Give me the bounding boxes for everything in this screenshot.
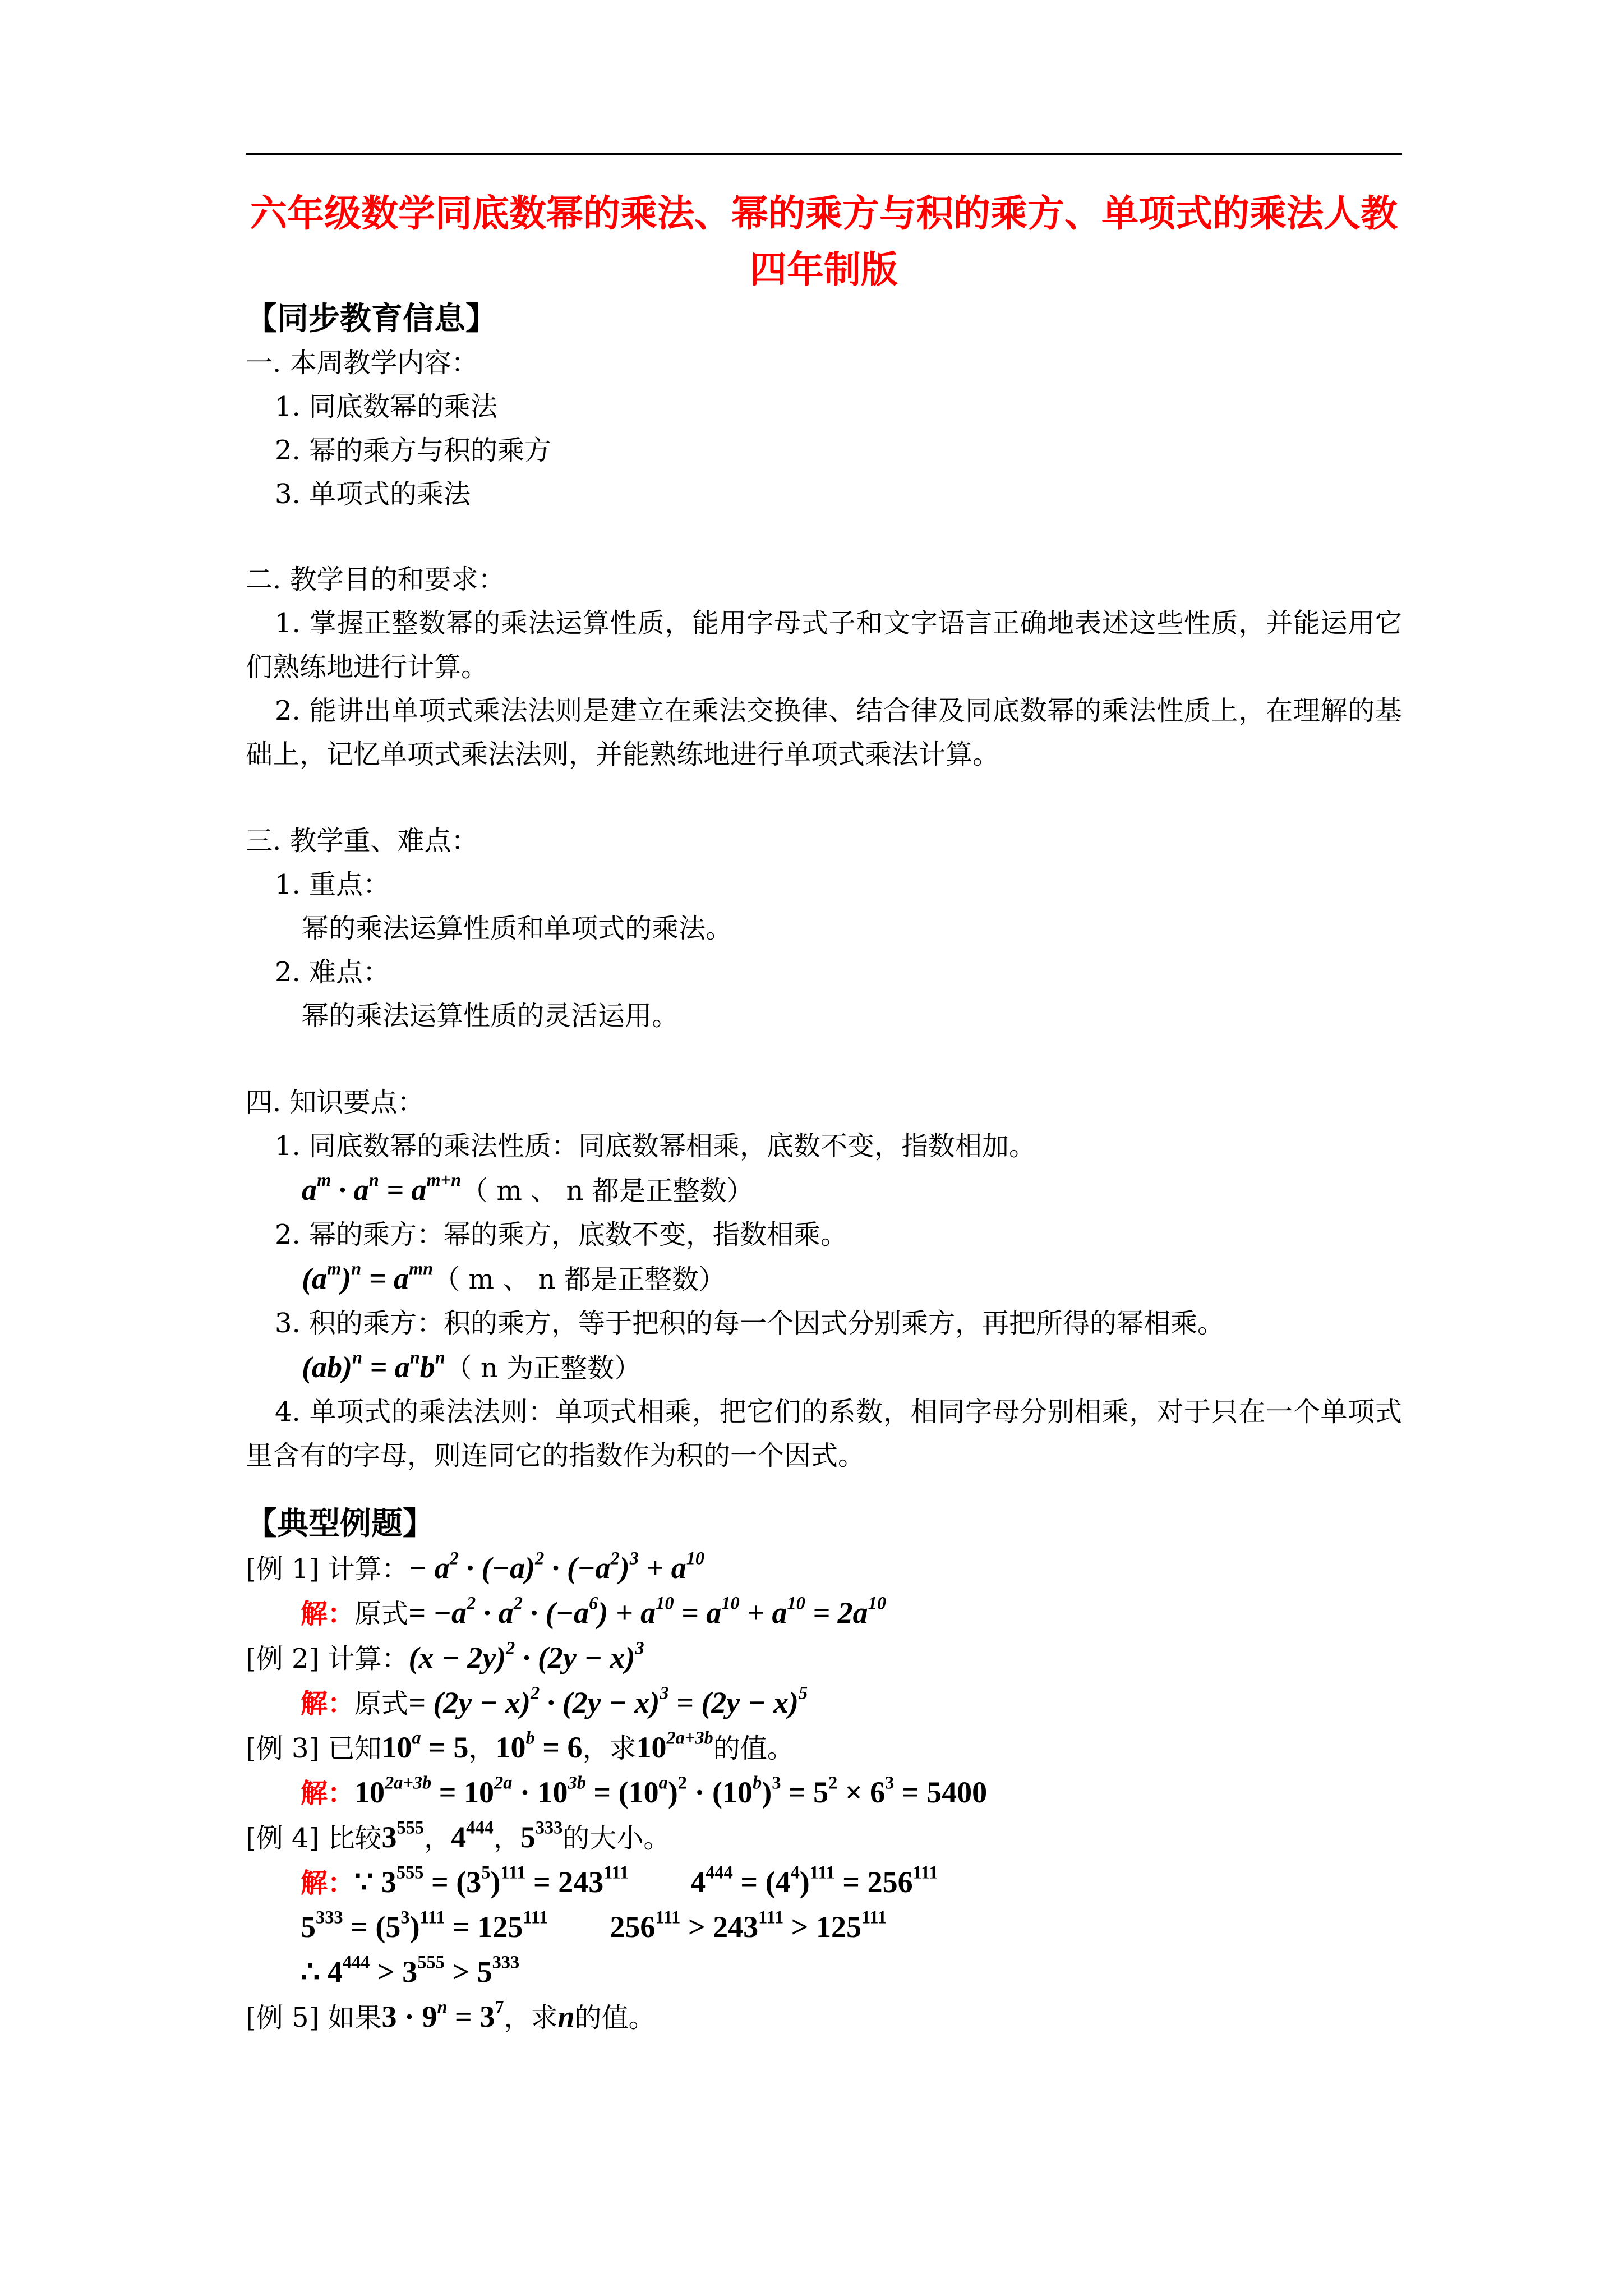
point-4: 4. 单项式的乘法法则：单项式相乘，把它们的系数，相同字母分别相乘，对于只在一个单项式里含有的字母，则连同它的指数作为积的一个因式。 — [246, 1396, 1402, 1471]
content-item-1: 1. 同底数幂的乘法 — [275, 391, 498, 422]
difficulty-text: 幂的乘法运算性质的灵活运用。 — [302, 1000, 679, 1032]
example-4-solution-line-2: $5^{333} = (5^3)^{111} = 125^{111}$ $256^{111} > 243^{111} > 125^{111}$ — [301, 1907, 887, 1944]
content-item-2: 2. 幂的乘方与积的乘方 — [275, 435, 552, 466]
example-3: [例 3] 已知$10^a = 5$，$10^b = 6$，求$10^{2a+3b}$的值。 — [246, 1728, 794, 1764]
document-title: 六年级数学同底数幂的乘法、幂的乘方与积的乘方、单项式的乘法人教四年制版 — [250, 191, 1398, 291]
formula-3: $(ab)^n = a^nb^n$（ n 为正整数） — [302, 1347, 642, 1384]
because-symbol: ∵ — [354, 1865, 374, 1899]
formula-2: $(a^m)^n = a^{mn}$（ m 、 n 都是正整数） — [302, 1259, 726, 1295]
difficulty-label: 2. 难点： — [275, 956, 390, 988]
content-item-3: 3. 单项式的乘法 — [275, 478, 471, 510]
example-4: [例 4] 比较$3^{555}$，$4^{444}$，$5^{333}$的大小。 — [246, 1818, 671, 1854]
section-points — [246, 1080, 1402, 1478]
example-2-solution: 解：原式= $(2y - x)^2 \cdot (2y - x)^3 = (2y - x)^5$ — [301, 1683, 808, 1719]
example-2: [例 2] 计算：$(x - 2y)^2 \cdot (2y - x)^3$ — [246, 1638, 644, 1674]
key-label: 1. 重点： — [275, 869, 390, 900]
example-4-solution-line-3: ∴ $4^{444} > 3^{555} > 5^{333}$ — [301, 1952, 520, 1989]
keys-heading: 三. 教学重、难点： — [246, 825, 478, 857]
section-examples — [246, 1501, 1402, 2040]
section-sync-info — [246, 296, 1402, 516]
aim-2: 2. 能讲出单项式乘法法则是建立在乘法交换律、结合律及同底数幂的乘法性质上，在理解的基础上，记忆单项式乘法法则，并能熟练地进行单项式乘法计算。 — [246, 695, 1402, 770]
header-rule — [246, 153, 1402, 155]
example-1: [例 1] 计算：− $a^2 \cdot (-a)^2 \cdot (-a^2)^3 + a^{10}$ — [246, 1548, 705, 1585]
aims-heading: 二. 教学目的和要求： — [246, 564, 505, 595]
section-aims — [246, 558, 1402, 776]
content-heading: 一. 本周教学内容： — [246, 347, 478, 379]
therefore-symbol: ∴ — [301, 1955, 320, 1989]
section-heading-examples: 【典型例题】 — [246, 1505, 434, 1542]
point-3: 3. 积的乘方：积的乘方，等于把积的每一个因式分别乘方，再把所得的幂相乘。 — [275, 1308, 1225, 1339]
section-heading-sync: 【同步教育信息】 — [246, 300, 497, 337]
example-5: [例 5] 如果$3 \cdot 9^n = 3^7$，求n的值。 — [246, 1997, 656, 2033]
aim-1: 1. 掌握正整数幂的乘法运算性质，能用字母式子和文字语言正确地表述这些性质，并能运用它们熟练地进行计算。 — [246, 608, 1402, 683]
point-2: 2. 幂的乘方：幂的乘方，底数不变，指数相乘。 — [275, 1219, 848, 1250]
example-1-solution: 解：原式= $-a^2 \cdot a^2 \cdot (-a^6) + a^{10} = a^{10} + a^{10} = 2a^{10}$ — [301, 1593, 887, 1630]
formula-1: $a^m \cdot a^n = a^{m+n}$（ m 、 n 都是正整数） — [302, 1170, 754, 1207]
example-3-solution: 解：$10^{2a+3b} = 10^{2a} \cdot 10^{3b} = (10^a)^2 \cdot (10^b)^3 = 5^2 \times 6^3 = 5400$ — [301, 1773, 988, 1809]
points-heading: 四. 知识要点： — [246, 1087, 425, 1118]
section-keys — [246, 819, 1402, 1038]
point-1: 1. 同底数幂的乘法性质：同底数幂相乘，底数不变，指数相加。 — [275, 1130, 1036, 1162]
key-text: 幂的乘法运算性质和单项式的乘法。 — [302, 913, 733, 944]
example-4-solution-line-1: 解：∵ $3^{555} = (3^5)^{111} = 243^{111}$ $4^{444} = (4^4)^{111} = 256^{111}$ — [301, 1862, 938, 1899]
